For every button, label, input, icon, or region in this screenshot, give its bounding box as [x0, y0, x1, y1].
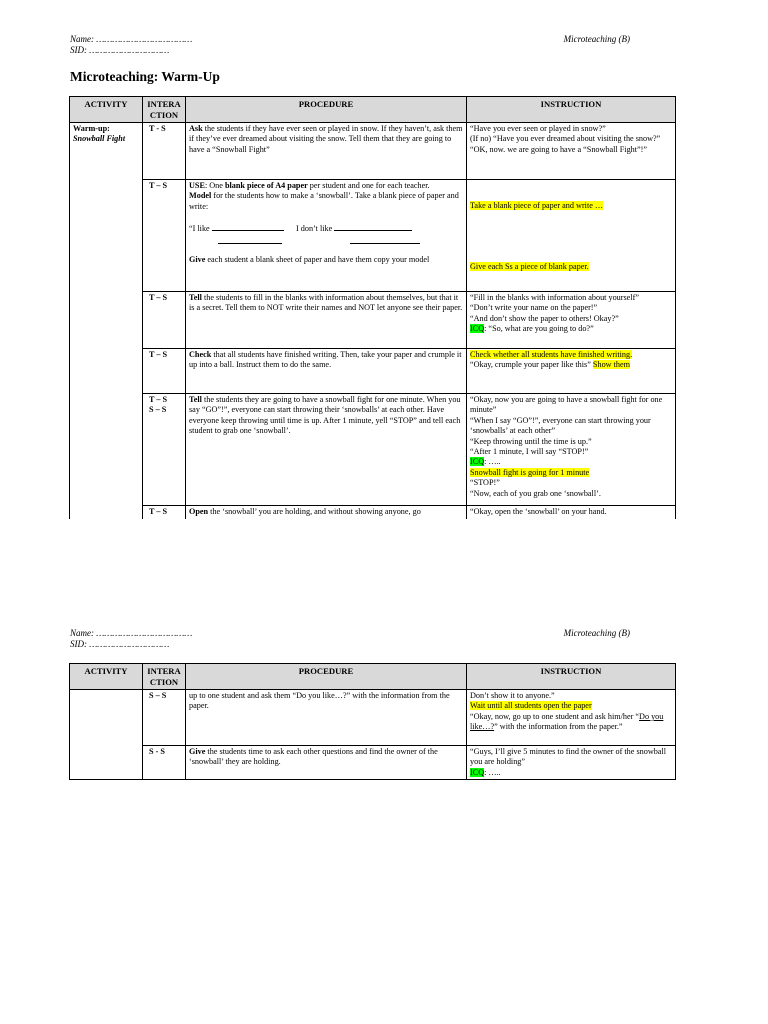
instruction-cell: “Okay, open the ‘snowball’ on your hand. — [467, 506, 676, 519]
col-activity: ACTIVITY — [70, 664, 143, 690]
activity-label: Warm-up: — [73, 124, 110, 133]
lesson-plan-table — [69, 96, 676, 519]
interaction-cell: T - S — [143, 123, 186, 180]
sid-field: SID: ………………………… — [70, 639, 170, 649]
interaction-cell: T – S — [143, 349, 186, 394]
highlight-note: Check whether all students have finished writing. — [470, 350, 633, 359]
name-field: Name: ……………………………… — [70, 34, 193, 44]
col-interaction: INTERA CTION — [143, 97, 186, 123]
procedure-cell: Check that all students have finished writing. Then, take your paper and crumple it up into a ball. Instruct them to do the same. — [186, 349, 467, 394]
table-row — [70, 292, 676, 349]
table-row — [70, 746, 676, 780]
fill-in-template: “I like I don’t like — [189, 222, 463, 234]
activity-cell — [70, 690, 143, 780]
procedure-cell: Tell the students to fill in the blanks with information about themselves, but that it is a secret. Tell them to NOT write their names and NOT let anyone see their paper. — [186, 292, 467, 349]
table-header-row — [70, 664, 676, 690]
instruction-cell: “Fill in the blanks with information about yourself” “Don’t write your name on the paper!” “And don’t show the paper to others! Okay?” ICQ: “So, what are you going to do?” — [467, 292, 676, 349]
interaction-cell: T – S — [143, 506, 186, 519]
table-row — [70, 506, 676, 519]
page1-header — [70, 34, 640, 56]
highlight-note: Snowball fight is going for 1 minute — [470, 467, 590, 477]
page-title: Microteaching: Warm-Up — [70, 69, 220, 84]
instruction-cell: Check whether all students have finished writing. “Okay, crumple your paper like this” Show them — [467, 349, 676, 394]
procedure-cell: Tell the students they are going to have a snowball fight for one minute. When you say “GO”!”, everyone can start throwing their ‘snowballs’ at each other. Have everyone keep throwing until time is up. After 1 minute, yell “STOP” and tell each student to grab one ‘snowball’. — [186, 394, 467, 506]
col-instruction: INSTRUCTION — [467, 97, 676, 123]
page2-header — [70, 628, 640, 650]
highlight-note: Take a blank piece of paper and write … — [470, 201, 604, 210]
sid-field: SID: ………………………… — [70, 45, 170, 55]
activity-name: Snowball Fight — [73, 134, 126, 144]
icq-badge: ICQ — [470, 457, 485, 467]
table-row — [70, 690, 676, 746]
activity-cell — [70, 123, 143, 519]
table-header-row — [70, 97, 676, 123]
procedure-cell: Give the students time to ask each other questions and find the owner of the ‘snowball’ they are holding. — [186, 746, 467, 780]
procedure-cell: Ask the students if they have ever seen or played in snow. If they haven’t, ask them if they’ve ever dreamed about visiting the snow. Tell them that they are going to have a “Snowball Fight” — [186, 123, 467, 180]
interaction-cell: T – S S – S — [143, 394, 186, 506]
course-label: Microteaching (B) — [563, 34, 630, 44]
highlight-note: Show them — [592, 360, 630, 370]
interaction-cell: T – S — [143, 292, 186, 349]
instruction-cell — [467, 180, 676, 292]
table-row — [70, 180, 676, 292]
highlight-note: Give each Ss a piece of blank paper. — [470, 262, 589, 272]
col-interaction: INTERA CTION — [143, 664, 186, 690]
col-procedure: PROCEDURE — [186, 97, 467, 123]
course-label: Microteaching (B) — [563, 628, 630, 638]
table-row — [70, 123, 676, 180]
instruction-cell: “Guys, I’ll give 5 minutes to find the owner of the snowball you are holding” ICQ: ….. — [467, 746, 676, 780]
col-activity: ACTIVITY — [70, 97, 143, 123]
interaction-cell: T – S — [143, 180, 186, 292]
name-field: Name: ……………………………… — [70, 628, 193, 638]
col-instruction: INSTRUCTION — [467, 664, 676, 690]
col-procedure: PROCEDURE — [186, 664, 467, 690]
table-row — [70, 394, 676, 506]
icq-badge: ICQ — [470, 767, 485, 777]
interaction-cell: S - S — [143, 746, 186, 780]
instruction-cell: Don’t show it to anyone.” Wait until all students open the paper “Okay, now, go up to one student and ask him/her “Do you like…?” with the information from the paper.” — [467, 690, 676, 746]
instruction-cell: “Okay, now you are going to have a snowball fight for one minute” “When I say “GO”!”, everyone can start throwing your ‘snowballs’ at each other” “Keep throwing until the time is up.” “After 1 minute, I will say “STOP!” ICQ: ….. Snowball fight is going for 1 minute “STOP!” “Now, each of you grab one ‘snowball’. — [467, 394, 676, 506]
highlight-note: Wait until all students open the paper — [470, 701, 592, 711]
icq-badge: ICQ — [470, 324, 485, 334]
instruction-cell: “Have you ever seen or played in snow?” (If no) “Have you ever dreamed about visiting the snow?” “OK, now. we are going to have a “Snowball Fight”!” — [467, 123, 676, 180]
procedure-cell: USE: One blank piece of A4 paper per student and one for each teacher. Model for the students how to make a ‘snowball’. Take a blank piece of paper and write: “I like I don’t like Give each student a blank sheet of paper and have them copy your model — [186, 180, 467, 292]
procedure-cell: Open the ‘snowball’ you are holding, and without showing anyone, go — [186, 506, 467, 519]
procedure-cell: up to one student and ask them “Do you like…?” with the information from the paper. — [186, 690, 467, 746]
table-row — [70, 349, 676, 394]
interaction-cell: S – S — [143, 690, 186, 746]
lesson-plan-table — [69, 663, 676, 780]
